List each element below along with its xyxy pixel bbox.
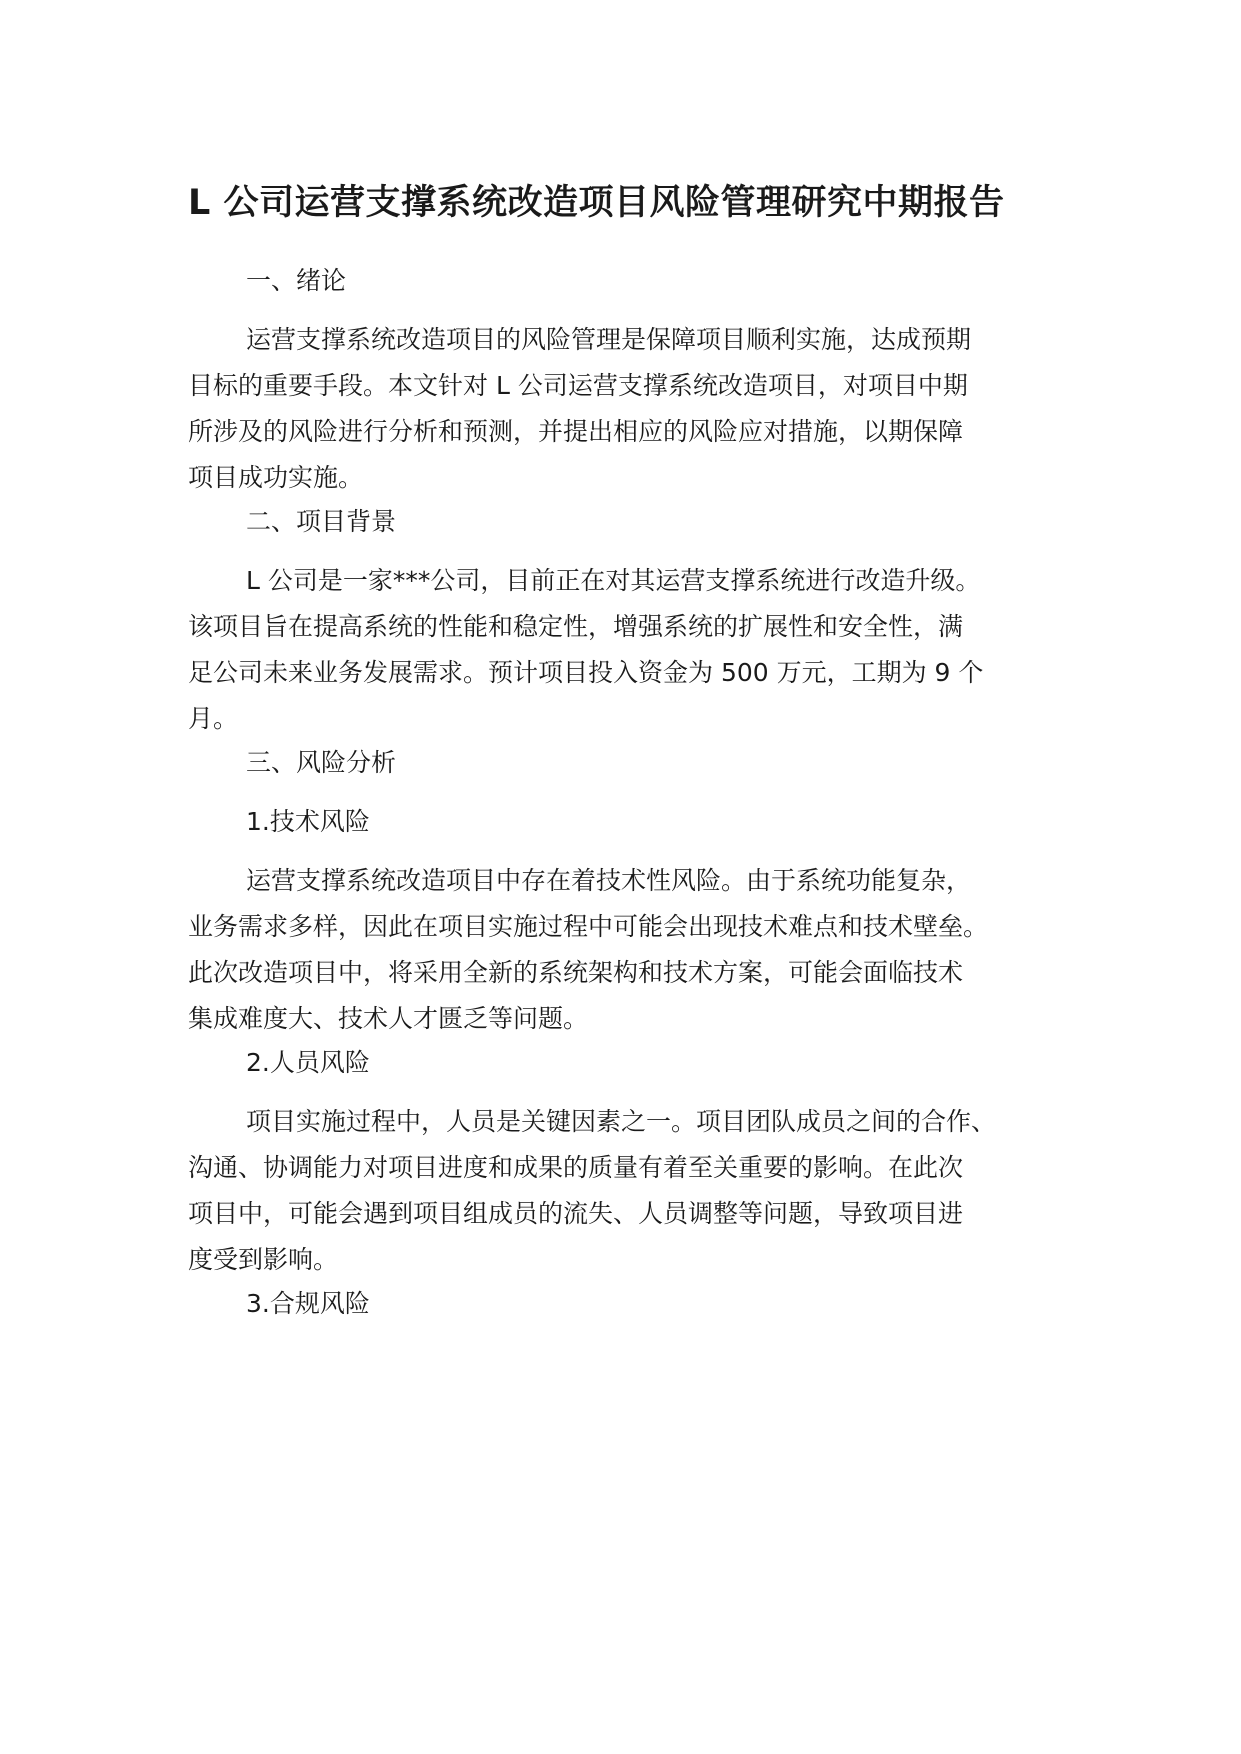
section-heading-background: 二、项目背景 <box>246 507 397 536</box>
section-heading-risk-analysis: 三、风险分析 <box>246 748 397 777</box>
subsection-heading-compliance-risk: 3.合规风险 <box>246 1289 370 1318</box>
text-line: 沟通、协调能力对项目进度和成果的质量有着至关重要的影响。在此次 <box>188 1153 964 1182</box>
paragraph-background <box>188 558 1078 742</box>
subsection-heading-personnel-risk: 2.人员风险 <box>246 1048 370 1077</box>
text-line: 度受到影响。 <box>188 1245 339 1274</box>
text-line: 项目实施过程中，人员是关键因素之一。项目团队成员之间的合作、 <box>246 1107 997 1136</box>
paragraph-introduction <box>188 317 1078 501</box>
subsection-heading-technical-risk: 1.技术风险 <box>246 807 370 836</box>
text-line: 运营支撑系统改造项目中存在着技术性风险。由于系统功能复杂， <box>246 866 972 895</box>
paragraph-technical-risk <box>188 858 1078 1042</box>
text-line: 该项目旨在提高系统的性能和稳定性，增强系统的扩展性和安全性，满 <box>188 612 964 641</box>
text-line: 月。 <box>188 704 239 733</box>
text-line: 足公司未来业务发展需求。预计项目投入资金为 500 万元，工期为 9 个 <box>188 658 984 687</box>
text-line: 业务需求多样，因此在项目实施过程中可能会出现技术难点和技术壁垒。 <box>188 912 989 941</box>
text-line: 运营支撑系统改造项目的风险管理是保障项目顺利实施，达成预期 <box>246 325 972 354</box>
text-line: 目标的重要手段。本文针对 L 公司运营支撑系统改造项目，对项目中期 <box>188 371 968 400</box>
document-title: L 公司运营支撑系统改造项目风险管理研究中期报告 <box>188 183 1005 223</box>
text-line: 此次改造项目中，将采用全新的系统架构和技术方案，可能会面临技术 <box>188 958 964 987</box>
text-line: 集成难度大、技术人才匮乏等问题。 <box>188 1004 589 1033</box>
text-line: 所涉及的风险进行分析和预测，并提出相应的风险应对措施，以期保障 <box>188 417 964 446</box>
text-line: 项目中，可能会遇到项目组成员的流失、人员调整等问题，导致项目进 <box>188 1199 964 1228</box>
paragraph-personnel-risk <box>188 1099 1078 1283</box>
text-line: L 公司是一家***公司，目前正在对其运营支撑系统进行改造升级。 <box>246 566 981 595</box>
section-heading-introduction: 一、绪论 <box>246 266 347 295</box>
text-line: 项目成功实施。 <box>188 463 364 492</box>
